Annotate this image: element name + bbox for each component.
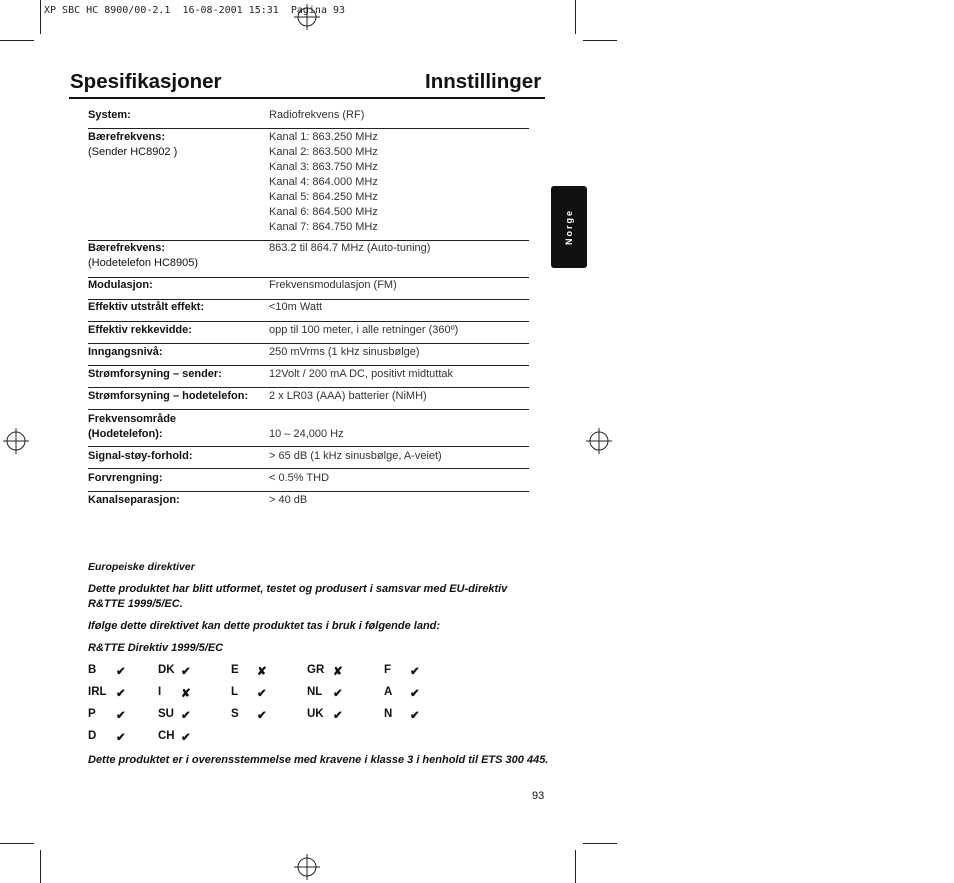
spec-label: Kanalseparasjon:	[88, 494, 180, 506]
spec-label: Inngangsnivå:	[88, 346, 163, 358]
crop-mark	[0, 843, 34, 844]
directives-heading: Europeiske direktiver	[88, 561, 195, 573]
spec-label: Signal-støy-forhold:	[88, 450, 193, 462]
country-code: A	[384, 686, 393, 698]
page-number: 93	[532, 790, 545, 802]
check-icon: ✔	[181, 710, 191, 722]
spec-value: Kanal 4: 864.000 MHz	[269, 176, 378, 188]
row-divider	[88, 343, 529, 344]
crop-mark	[40, 850, 41, 883]
crop-mark	[575, 850, 576, 883]
country-entry	[384, 708, 392, 720]
check-icon: ✔	[116, 688, 126, 700]
spec-value: Kanal 2: 863.500 MHz	[269, 146, 378, 158]
spec-label: Bærefrekvens:	[88, 242, 166, 254]
country-entry	[307, 708, 324, 720]
country-code: IRL	[88, 686, 107, 698]
row-divider	[88, 446, 529, 447]
country-entry	[307, 664, 324, 676]
country-entry	[384, 664, 391, 676]
directives-reference: R&TTE Direktiv 1999/5/EC	[88, 642, 224, 654]
check-icon: ✔	[333, 710, 343, 722]
cross-icon: ✘	[333, 666, 343, 678]
row-divider	[88, 387, 529, 388]
spec-label: (Hodetelefon):	[88, 428, 163, 440]
check-icon: ✔	[116, 666, 126, 678]
directives-text-line: R&TTE 1999/5/EC.	[88, 598, 183, 610]
check-icon: ✔	[410, 688, 420, 700]
cross-icon: ✘	[181, 688, 191, 700]
spec-value: > 40 dB	[269, 494, 308, 506]
country-code: NL	[307, 686, 323, 698]
check-icon: ✔	[257, 710, 267, 722]
registration-mark-icon	[586, 428, 612, 454]
country-entry	[231, 686, 238, 698]
country-entry	[158, 708, 174, 720]
country-code: L	[231, 686, 239, 698]
country-code: I	[158, 686, 162, 698]
spec-label: Effektiv rekkevidde:	[88, 324, 192, 336]
spec-value: Frekvensmodulasjon (FM)	[269, 279, 397, 291]
check-icon: ✔	[410, 710, 420, 722]
page-title-left: Spesifikasjoner	[70, 70, 222, 93]
crop-mark	[583, 40, 617, 41]
row-divider	[88, 365, 529, 366]
spec-label: System:	[88, 109, 131, 121]
check-icon: ✔	[116, 732, 126, 744]
crop-mark	[0, 40, 34, 41]
language-tab-label: Norge	[564, 208, 574, 246]
spec-value: 10 – 24,000 Hz	[269, 428, 344, 440]
spec-value: 12Volt / 200 mA DC, positivt midtuttak	[269, 368, 454, 380]
row-divider	[88, 128, 529, 129]
spec-label: Strømforsyning – hodetelefon:	[88, 390, 249, 402]
spec-label: Effektiv utstrålt effekt:	[88, 301, 205, 313]
spec-value: Kanal 6: 864.500 MHz	[269, 206, 378, 218]
spec-value: <10m Watt	[269, 301, 323, 313]
country-entry	[88, 708, 96, 720]
language-tab	[551, 186, 587, 268]
country-entry	[158, 730, 175, 742]
compliance-statement: Dette produktet er i overensstemmelse med kravene i klasse 3 i henhold til ETS 300 445.	[88, 754, 549, 766]
check-icon: ✔	[257, 688, 267, 700]
spec-value: 2 x LR03 (AAA) batterier (NiMH)	[269, 390, 427, 402]
page-title-right: Innstillinger	[425, 70, 542, 93]
country-code: SU	[158, 708, 174, 720]
check-icon: ✔	[181, 666, 191, 678]
country-entry	[158, 664, 175, 676]
spec-label: Forvrengning:	[88, 472, 163, 484]
spec-label: Frekvensområde	[88, 413, 177, 425]
country-code: B	[88, 664, 97, 676]
spec-value: 863.2 til 864.7 MHz (Auto-tuning)	[269, 242, 431, 254]
country-entry	[88, 686, 107, 698]
spec-sublabel: (Hodetelefon HC8905)	[88, 257, 199, 269]
country-code: N	[384, 708, 393, 720]
spec-value: 250 mVrms (1 kHz sinusbølge)	[269, 346, 420, 358]
crop-mark	[583, 843, 617, 844]
country-entry	[158, 686, 161, 698]
registration-mark-icon	[294, 4, 320, 30]
check-icon: ✔	[333, 688, 343, 700]
title-divider	[69, 97, 545, 99]
country-code: E	[231, 664, 239, 676]
spec-label: Bærefrekvens:	[88, 131, 166, 143]
country-entry	[384, 686, 392, 698]
country-code: P	[88, 708, 96, 720]
country-code: DK	[158, 664, 175, 676]
country-entry	[307, 686, 322, 698]
spec-value: > 65 dB (1 kHz sinusbølge, A-veiet)	[269, 450, 442, 462]
country-code: CH	[158, 730, 175, 742]
country-code: S	[231, 708, 239, 720]
spec-value: Kanal 5: 864.250 MHz	[269, 191, 378, 203]
spec-value: Kanal 3: 863.750 MHz	[269, 161, 378, 173]
spec-value: Radiofrekvens (RF)	[269, 109, 365, 121]
country-entry	[88, 664, 96, 676]
crop-mark	[40, 0, 41, 34]
country-code: GR	[307, 664, 325, 676]
row-divider	[88, 491, 529, 492]
country-code: D	[88, 730, 97, 742]
check-icon: ✔	[410, 666, 420, 678]
spec-value: Kanal 1: 863.250 MHz	[269, 131, 378, 143]
country-code: F	[384, 664, 392, 676]
check-icon: ✔	[116, 710, 126, 722]
cross-icon: ✘	[257, 666, 267, 678]
country-entry	[231, 708, 239, 720]
spec-value: < 0.5% THD	[269, 472, 330, 484]
registration-mark-icon	[294, 854, 320, 880]
directives-paragraph	[88, 582, 507, 612]
spec-sublabel: (Sender HC8902 )	[88, 146, 178, 158]
directives-countries-intro: Ifølge dette direktivet kan dette produktet tas i bruk i følgende land:	[88, 620, 441, 632]
check-icon: ✔	[181, 732, 191, 744]
country-code: UK	[307, 708, 324, 720]
country-entry	[231, 664, 239, 676]
spec-label: Modulasjon:	[88, 279, 153, 291]
country-entry	[88, 730, 96, 742]
row-divider	[88, 409, 529, 410]
spec-label: Strømforsyning – sender:	[88, 368, 222, 380]
spec-value: opp til 100 meter, i alle retninger (360º)	[269, 324, 459, 336]
directives-text-line: Dette produktet har blitt utformet, testet og produsert i samsvar med EU-direktiv	[88, 583, 508, 595]
row-divider	[88, 321, 529, 322]
print-header: XP SBC HC 8900/00-2.1 16-08-2001 15:31 Pagina 93	[44, 5, 346, 16]
spec-value: Kanal 7: 864.750 MHz	[269, 221, 378, 233]
row-divider	[88, 468, 529, 469]
crop-mark	[575, 0, 576, 34]
registration-mark-icon	[3, 428, 29, 454]
